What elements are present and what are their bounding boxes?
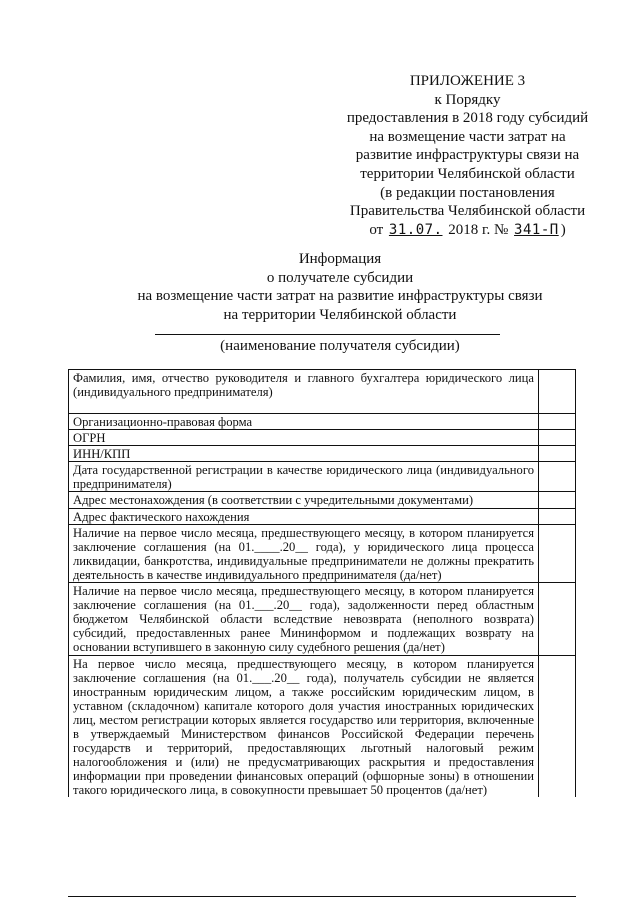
table-row bbox=[69, 524, 576, 582]
appendix-line: к Порядку bbox=[434, 91, 501, 108]
resolution-year: 2018 г. № bbox=[448, 221, 509, 238]
row-value-cell bbox=[539, 414, 576, 430]
appendix-line: предоставления в 2018 году субсидий bbox=[346, 110, 589, 127]
row-label: Фамилия, имя, отчество руководителя и главного бухгалтера юридического лица (индивидуального предпринимателя) bbox=[69, 370, 539, 414]
table-row bbox=[69, 583, 576, 655]
date-prefix: от bbox=[369, 221, 384, 238]
row-label: Адрес фактического нахождения bbox=[69, 508, 539, 524]
appendix-line: развитие инфраструктуры связи на bbox=[355, 147, 580, 164]
row-value-cell bbox=[539, 446, 576, 462]
table-row bbox=[69, 370, 576, 414]
title-line: на возмещение части затрат на развитие инфраструктуры связи bbox=[137, 288, 543, 305]
table-row bbox=[69, 446, 576, 462]
table-row bbox=[69, 430, 576, 446]
appendix-line: на возмещение части затрат на bbox=[369, 128, 566, 145]
row-value-cell bbox=[539, 508, 576, 524]
row-label: ИНН/КПП bbox=[69, 446, 539, 462]
table-row bbox=[69, 655, 576, 797]
table-row bbox=[69, 414, 576, 430]
row-label: Организационно-правовая форма bbox=[69, 414, 539, 430]
title-line: о получателе субсидии bbox=[266, 269, 414, 286]
recipient-info-table bbox=[68, 369, 576, 797]
row-value-cell bbox=[539, 524, 576, 582]
row-label: На первое число месяца, предшествующего месяцу, в котором планируется заключение соглашения (на 01.___.20__ года), получатель субсидии не является иностранным юридическим лицом, а также российским юридическим лицом, в уставном (складочном) капитале которого доля участия иностранных юридических лиц, местом регистрации которых является государство или территория, включенные в утверждаемый Министерством финансов Российской Федерации перечень государств и территорий, предоставляющих льготный налоговый режим налогообложения и (или) не предусматривающих раскрытия и предоставления информации при проведении финансовых операций (офшорные зоны) в отношении такого юридического лица, в совокупности превышает 50 процентов (да/нет) bbox=[69, 655, 539, 797]
recipient-name-line bbox=[155, 334, 500, 335]
row-value-cell bbox=[539, 655, 576, 797]
appendix-header bbox=[330, 72, 605, 239]
resolution-date: 31.07. bbox=[388, 221, 443, 238]
row-value-cell bbox=[539, 583, 576, 655]
row-value-cell bbox=[539, 492, 576, 508]
appendix-line: ПРИЛОЖЕНИЕ 3 bbox=[409, 73, 526, 89]
table-row bbox=[69, 508, 576, 524]
row-value-cell bbox=[539, 462, 576, 492]
row-label: Наличие на первое число месяца, предшествующего месяцу, в котором планируется заключение соглашения (на 01.___.20__ года), задолженности перед областным бюджетом Челябинской области вследствие невозврата (неполного возврата) субсидий, предоставленных ранее Мининформом и подлежащих возврату на основании вступившего в законную силу судебного решения (да/нет) bbox=[69, 583, 539, 655]
closing-paren: ) bbox=[560, 221, 566, 238]
document-title bbox=[60, 250, 620, 324]
row-label: Дата государственной регистрации в качестве юридического лица (индивидуального предпринимателя) bbox=[69, 462, 539, 492]
title-line: на территории Челябинской области bbox=[223, 306, 457, 323]
row-label: ОГРН bbox=[69, 430, 539, 446]
title-line: Информация bbox=[298, 251, 382, 267]
row-value-cell bbox=[539, 370, 576, 414]
table-row bbox=[69, 492, 576, 508]
table-row bbox=[69, 462, 576, 492]
row-value-cell bbox=[539, 430, 576, 446]
row-label: Адрес местонахождения (в соответствии с учредительными документами) bbox=[69, 492, 539, 508]
appendix-line: Правительства Челябинской области bbox=[349, 203, 586, 220]
recipient-name-caption: (наименование получателя субсидии) bbox=[220, 338, 460, 354]
resolution-date-line bbox=[330, 221, 605, 240]
resolution-number: 341-П bbox=[514, 221, 559, 238]
table-bottom-border bbox=[68, 896, 576, 897]
appendix-line: территории Челябинской области bbox=[360, 165, 575, 182]
row-label: Наличие на первое число месяца, предшествующего месяцу, в котором планируется заключение соглашения (на 01.____.20__ года), у юридического лица процесса ликвидации, банкротства, индивидуальные предприниматели не должны прекратить деятельность в качестве индивидуального предпринимателя (да/нет) bbox=[69, 524, 539, 582]
appendix-line: (в редакции постановления bbox=[380, 184, 555, 201]
